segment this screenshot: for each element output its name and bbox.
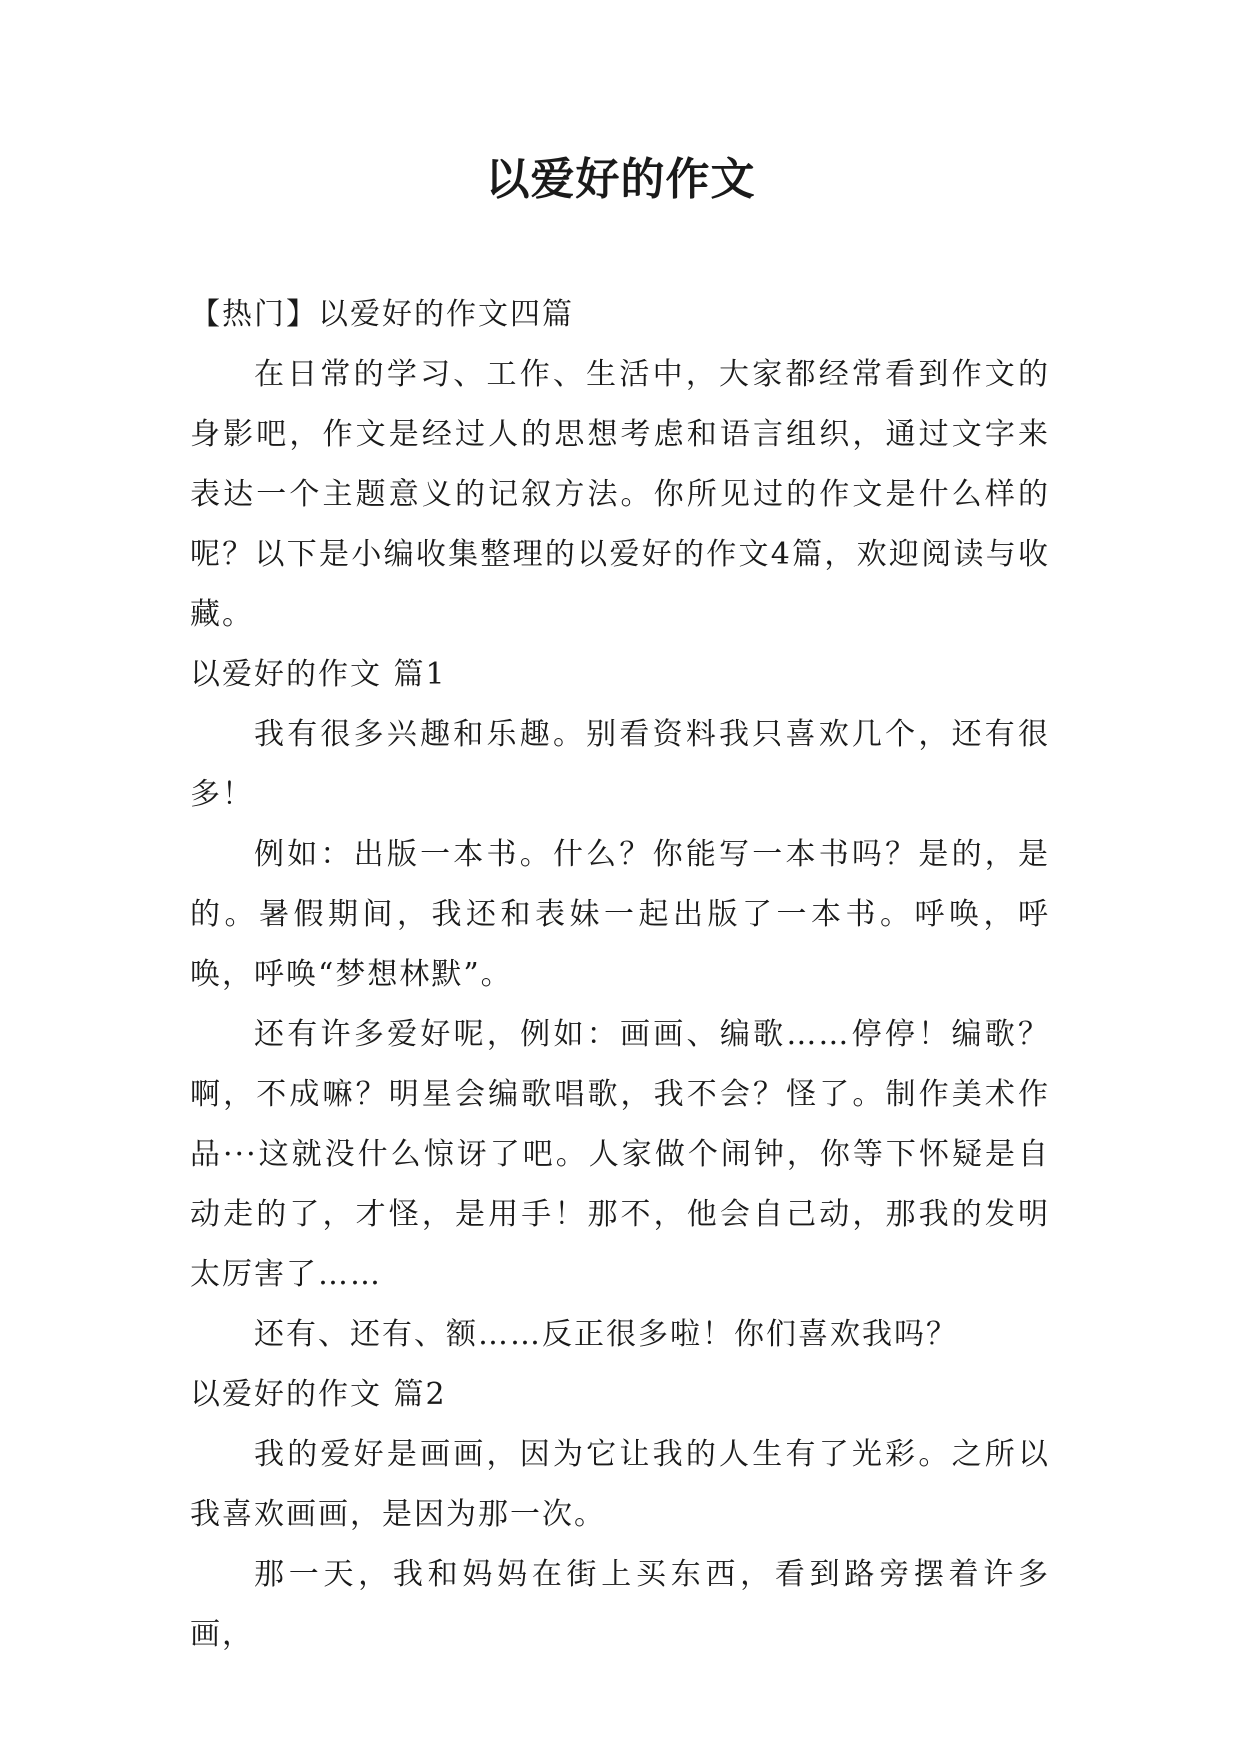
- document-title: 以爱好的作文: [485, 154, 756, 205]
- essay-1-heading: 以爱好的作文 篇1: [190, 657, 447, 692]
- intro-heading: 【热门】以爱好的作文四篇: [190, 297, 574, 332]
- document-body: [190, 285, 1050, 1665]
- essay-1-paragraph-4: 还有、还有、额……反正很多啦！你们喜欢我吗？: [254, 1317, 958, 1352]
- essay-1-paragraph-2: 例如：出版一本书。什么？你能写一本书吗？是的，是的。暑假期间，我还和表妹一起出版了一本书。呼唤，呼唤，呼唤“梦想林默”。: [190, 837, 1050, 992]
- essay-2-heading: 以爱好的作文 篇2: [190, 1377, 447, 1412]
- essay-1-paragraph-3: 还有许多爱好呢，例如：画画、编歌……停停！编歌？啊，不成嘛？明星会编歌唱歌，我不会？怪了。制作美术作品···这就没什么惊讶了吧。人家做个闹钟，你等下怀疑是自动走的了，才怪，是用手！那不，他会自己动，那我的发明太厉害了……: [190, 1017, 1050, 1292]
- essay-2-paragraph-1: 我的爱好是画画，因为它让我的人生有了光彩。之所以我喜欢画画，是因为那一次。: [190, 1437, 1050, 1532]
- intro-paragraph: 在日常的学习、工作、生活中，大家都经常看到作文的身影吧，作文是经过人的思想考虑和语言组织，通过文字来表达一个主题意义的记叙方法。你所见过的作文是什么样的呢？以下是小编收集整理的以爱好的作文4篇，欢迎阅读与收藏。: [190, 357, 1050, 632]
- essay-2-paragraph-2: 那一天，我和妈妈在街上买东西，看到路旁摆着许多画，: [190, 1557, 1050, 1652]
- essay-1-paragraph-1: 我有很多兴趣和乐趣。别看资料我只喜欢几个，还有很多！: [190, 717, 1050, 812]
